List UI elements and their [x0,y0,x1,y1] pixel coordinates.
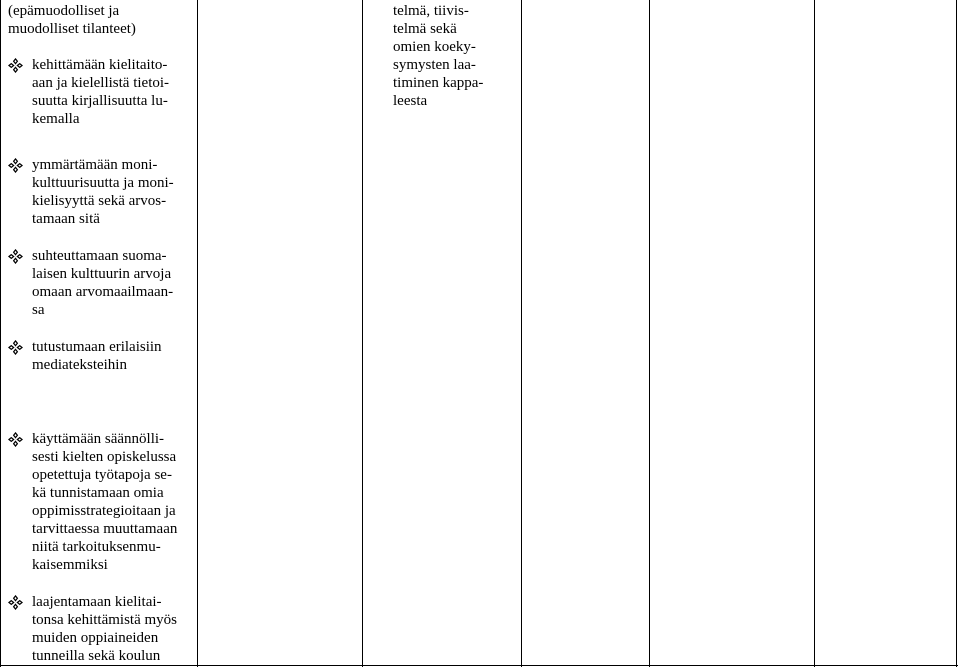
methods-line: telmä sekä [393,21,457,37]
list-item-line: kulttuurisuutta ja moni- [32,175,174,191]
diamond-bullet-icon [8,432,23,447]
list-item-line: tonsa kehittämistä myös [32,612,177,628]
list-item-line: tutustumaan erilaisiin [32,339,162,355]
list-item-line: oppimisstrategioitaan ja [32,503,176,519]
list-item-line: suhteuttamaan suoma- [32,248,167,264]
diamond-bullet-icon [8,58,23,73]
objectives-cell [8,2,198,665]
list-item-line: sa [32,302,45,318]
intro-line: (epämuodolliset ja [8,3,120,19]
list-item-line: laajentamaan kielitai- [32,594,162,610]
column-divider-2 [362,0,363,667]
diamond-bullet-icon [8,595,23,610]
diamond-bullet-icon [8,158,23,173]
list-item-line: kaisemmiksi [32,557,108,573]
methods-line: telmä, tiivis- [393,3,469,19]
list-item [8,430,198,574]
list-item [8,247,198,319]
list-item-line: tarvittaessa muuttamaan [32,521,178,537]
column-divider-3 [521,0,522,667]
methods-line: leesta [393,93,428,109]
list-item [8,56,198,128]
list-item-line: ymmärtämään moni- [32,157,158,173]
intro-line: muodolliset tilanteet) [8,21,136,37]
list-item-line: opetettuja työtapoja se- [32,467,172,483]
methods-line: timinen kappa- [393,75,484,91]
methods-line: symysten laa- [393,57,476,73]
diamond-bullet-icon [8,340,23,355]
diamond-bullet-icon [8,249,23,264]
list-item [8,156,198,228]
list-item-line: kä tunnistamaan omia [32,485,164,501]
list-item-line: mediateksteihin [32,357,127,373]
list-item [8,338,198,374]
list-item-line: kehittämään kielitaito- [32,57,168,73]
methods-line: omien koeky- [393,39,476,55]
list-item-line: tamaan sitä [32,211,100,227]
list-item-line: suutta kirjallisuutta lu- [32,93,168,109]
list-item [8,593,198,665]
table-border-right [956,0,957,667]
table-border-left [0,0,1,667]
table-border-bottom [0,665,958,666]
list-item-line: käyttämään säännölli- [32,431,165,447]
list-item-line: omaan arvomaailmaan- [32,284,174,300]
column-divider-4 [649,0,650,667]
list-item-line: laisen kulttuurin arvoja [32,266,172,282]
list-item-line: muiden oppiaineiden [32,630,159,646]
column-divider-5 [814,0,815,667]
list-item-line: kemalla [32,111,80,127]
methods-cell [393,2,513,110]
list-item-line: niitä tarkoituksenmu- [32,539,161,555]
list-item-line: kielisyyttä sekä arvos- [32,193,167,209]
list-item-line: tunneilla sekä koulun [32,648,161,664]
list-item-line: sesti kielten opiskelussa [32,449,177,465]
list-item-line: aan ja kielellistä tietoi- [32,75,170,91]
